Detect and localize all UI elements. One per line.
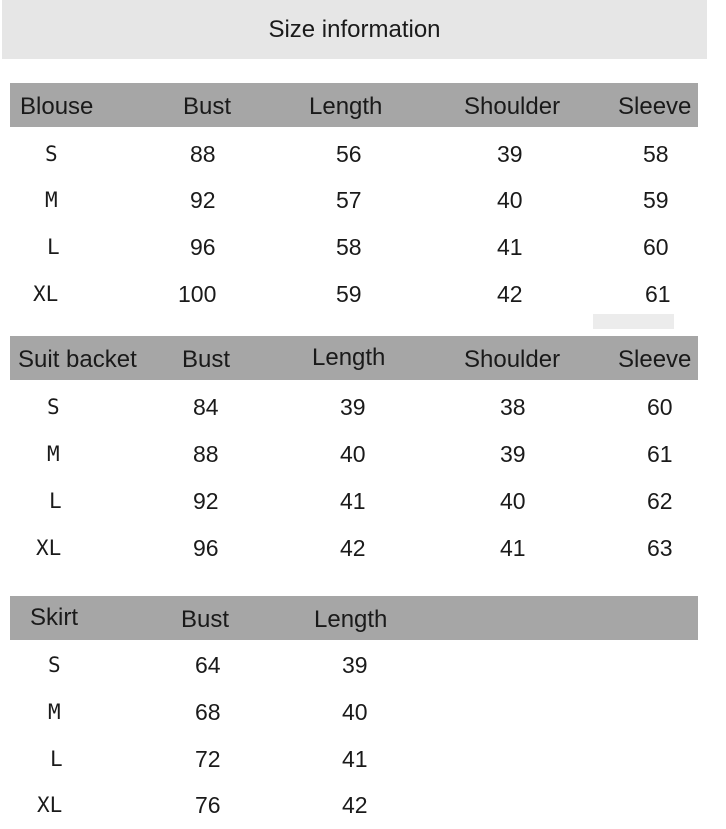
- table-cell: 59: [643, 187, 669, 213]
- header-length: Length: [312, 344, 386, 371]
- table-cell: 41: [497, 234, 523, 260]
- size-label: M: [47, 442, 60, 466]
- size-label: L: [50, 747, 63, 771]
- size-information-title: [2, 0, 707, 59]
- header-blouse: Blouse: [20, 93, 94, 120]
- table-cell: 57: [336, 187, 362, 213]
- page-title: Size information: [268, 15, 441, 43]
- table-cell: 40: [497, 187, 523, 213]
- table-cell: 59: [336, 281, 362, 307]
- table-cell: 76: [195, 792, 221, 818]
- table-cell: 61: [645, 281, 671, 307]
- header-sleeve: Sleeve: [618, 93, 692, 120]
- table-cell: 58: [336, 234, 362, 260]
- table-cell: 42: [340, 535, 366, 561]
- size-label: S: [47, 395, 60, 419]
- table-cell: 41: [500, 535, 526, 561]
- size-label: S: [48, 653, 61, 677]
- table-cell: 40: [500, 488, 526, 514]
- table-cell: 92: [193, 488, 219, 514]
- table-cell: 88: [190, 141, 216, 167]
- table-cell: 64: [195, 652, 221, 678]
- header-sleeve: Sleeve: [618, 346, 692, 373]
- table-cell: 39: [340, 394, 366, 420]
- size-label: XL: [33, 282, 59, 306]
- table-cell: 41: [342, 746, 368, 772]
- table-cell: 100: [178, 281, 217, 307]
- image-artifact: [593, 314, 674, 329]
- table-cell: 39: [497, 141, 523, 167]
- header-length: Length: [309, 93, 383, 120]
- table-cell: 39: [500, 441, 526, 467]
- header-skirt: Skirt: [30, 604, 78, 631]
- header-shoulder: Shoulder: [464, 346, 561, 373]
- table-cell: 62: [647, 488, 673, 514]
- header-suit-backet: Suit backet: [18, 346, 137, 373]
- table-cell: 88: [193, 441, 219, 467]
- size-label: S: [45, 142, 58, 166]
- table-cell: 68: [195, 699, 221, 725]
- table-cell: 56: [336, 141, 362, 167]
- table-cell: 40: [342, 699, 368, 725]
- size-label: XL: [37, 793, 63, 817]
- header-bust: Bust: [181, 606, 230, 633]
- table-cell: 72: [195, 746, 221, 772]
- size-label: L: [47, 235, 60, 259]
- size-label: XL: [36, 536, 62, 560]
- table-cell: 60: [647, 394, 673, 420]
- table-cell: 63: [647, 535, 673, 561]
- header-bust: Bust: [182, 346, 231, 373]
- table-cell: 42: [497, 281, 523, 307]
- table-cell: 96: [190, 234, 216, 260]
- table-cell: 41: [340, 488, 366, 514]
- size-label: L: [49, 489, 62, 513]
- table-cell: 60: [643, 234, 669, 260]
- table-cell: 38: [500, 394, 526, 420]
- header-shoulder: Shoulder: [464, 93, 561, 120]
- table-cell: 39: [342, 652, 368, 678]
- table-cell: 42: [342, 792, 368, 818]
- table-cell: 61: [647, 441, 673, 467]
- size-label: M: [48, 700, 61, 724]
- size-label: M: [45, 188, 58, 212]
- table-cell: 96: [193, 535, 219, 561]
- table-cell: 40: [340, 441, 366, 467]
- table-cell: 84: [193, 394, 219, 420]
- table-cell: 92: [190, 187, 216, 213]
- table-cell: 58: [643, 141, 669, 167]
- header-length: Length: [314, 606, 388, 633]
- header-bust: Bust: [183, 93, 232, 120]
